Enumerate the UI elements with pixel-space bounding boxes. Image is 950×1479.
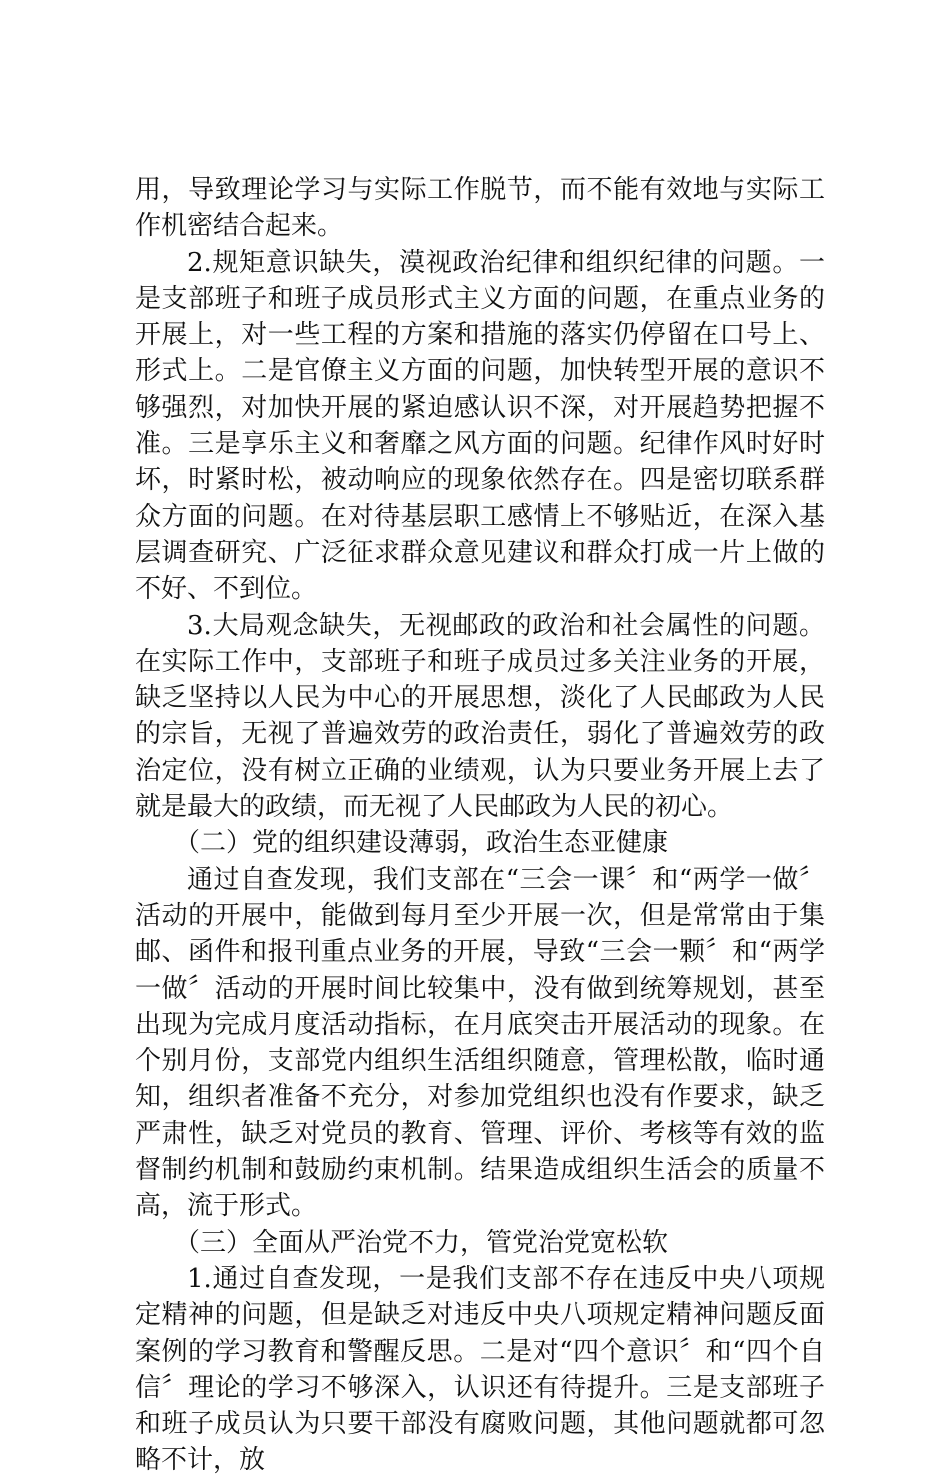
paragraph-section-3-item-1: 1.通过自查发现，一是我们支部不存在违反中央八项规定精神的问题，但是缺乏对违反中央八项规定精神问题反面案例的学习教育和警醒反思。二是对“四个意识〞和“四个自信〞理论的学习不够深入，认识还有待提升。三是支部班子和班子成员认为只要干部没有腐败问题，其他问题就都可忽略不计，放 — [135, 1263, 825, 1476]
section-heading-3: （三）全面从严治党不力，管党治党宽松软 — [174, 1227, 669, 1258]
document-body — [135, 172, 825, 1479]
paragraph-section-2: 通过自查发现，我们支部在“三会一课〞和“两学一做〞活动的开展中，能做到每月至少开展一次，但是常常由于集邮、函件和报刊重点业务的开展，导致“三会一颗〞和“两学一做〞活动的开展时间比较集中，没有做到统筹规划，甚至出现为完成月度活动指标，在月底突击开展活动的现象。在个别月份，支部党内组织生活组织随意，管理松散，临时通知，组织者准备不充分，对参加党组织也没有作要求，缺乏严肃性，缺乏对党员的教育、管理、评价、考核等有效的监督制约机制和鼓励约束机制。结果造成组织生活会的质量不高，流于形式。 — [135, 864, 825, 1222]
section-heading-2: （二）党的组织建设薄弱，政治生态亚健康 — [174, 828, 669, 859]
paragraph-continuation: 用，导致理论学习与实际工作脱节，而不能有效地与实际工作机密结合起来。 — [135, 175, 825, 242]
paragraph-item-3: 3.大局观念缺失，无视邮政的政治和社会属性的问题。在实际工作中，支部班子和班子成员过多关注业务的开展，缺乏坚持以人民为中心的开展思想，淡化了人民邮政为人民的宗旨，无视了普遍效劳的政治责任，弱化了普遍效劳的政治定位，没有树立正确的业绩观，认为只要业务开展上去了就是最大的政绩，而无视了人民邮政为人民的初心。 — [135, 610, 825, 823]
paragraph-item-2: 2.规矩意识缺失，漠视政治纪律和组织纪律的问题。一是支部班子和班子成员形式主义方面的问题，在重点业务的开展上，对一些工程的方案和措施的落实仍停留在口号上、形式上。二是官僚主义方面的问题，加快转型开展的意识不够强烈，对加快开展的紧迫感认识不深，对开展趋势把握不准。三是享乐主义和奢靡之风方面的问题。纪律作风时好时坏，时紧时松，被动响应的现象依然存在。四是密切联系群众方面的问题。在对待基层职工感情上不够贴近，在深入基层调查研究、广泛征求群众意见建议和群众打成一片上做的不好、不到位。 — [135, 247, 825, 605]
